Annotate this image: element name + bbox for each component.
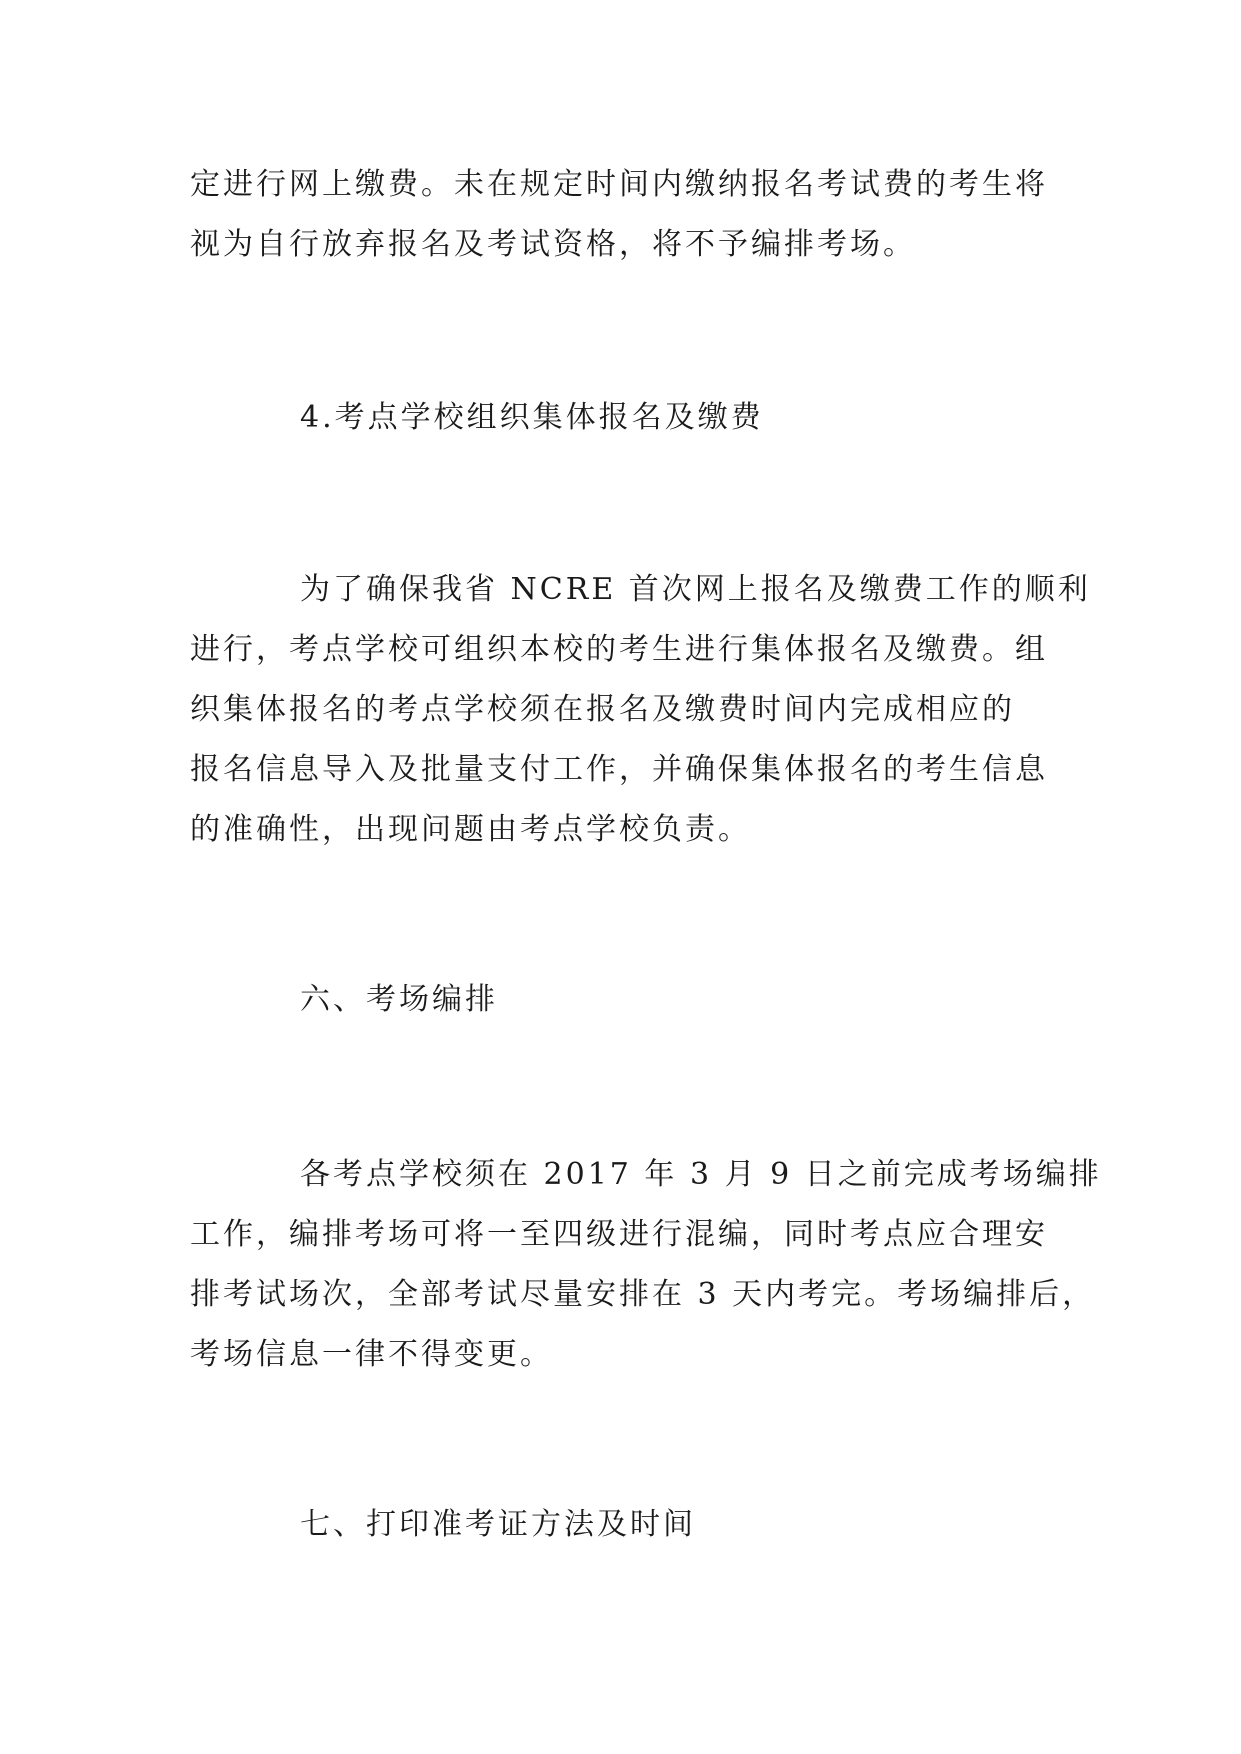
section-heading-exam-room: 六、考场编排 (300, 982, 498, 1017)
paragraph-line: 报名信息导入及批量支付工作，并确保集体报名的考生信息 (190, 752, 1048, 787)
paragraph-line: 各考点学校须在 2017 年 3 月 9 日之前完成考场编排 (300, 1157, 1102, 1192)
paragraph-line: 进行，考点学校可组织本校的考生进行集体报名及缴费。组 (190, 632, 1048, 667)
paragraph-line: 织集体报名的考点学校须在报名及缴费时间内完成相应的 (190, 692, 1015, 727)
paragraph-line: 工作，编排考场可将一至四级进行混编，同时考点应合理安 (190, 1217, 1048, 1252)
paragraph-line: 的准确性，出现问题由考点学校负责。 (190, 812, 751, 847)
section-heading-admission-ticket: 七、打印准考证方法及时间 (300, 1507, 696, 1542)
paragraph-line: 定进行网上缴费。未在规定时间内缴纳报名考试费的考生将 (190, 167, 1048, 202)
paragraph-line: 考场信息一律不得变更。 (190, 1337, 553, 1372)
paragraph-line: 视为自行放弃报名及考试资格，将不予编排考场。 (190, 227, 916, 262)
subheading-group-registration: 4.考点学校组织集体报名及缴费 (300, 400, 764, 435)
paragraph-line: 为了确保我省 NCRE 首次网上报名及缴费工作的顺利 (300, 572, 1091, 607)
paragraph-line: 排考试场次，全部考试尽量安排在 3 天内考完。考场编排后， (190, 1277, 1096, 1312)
